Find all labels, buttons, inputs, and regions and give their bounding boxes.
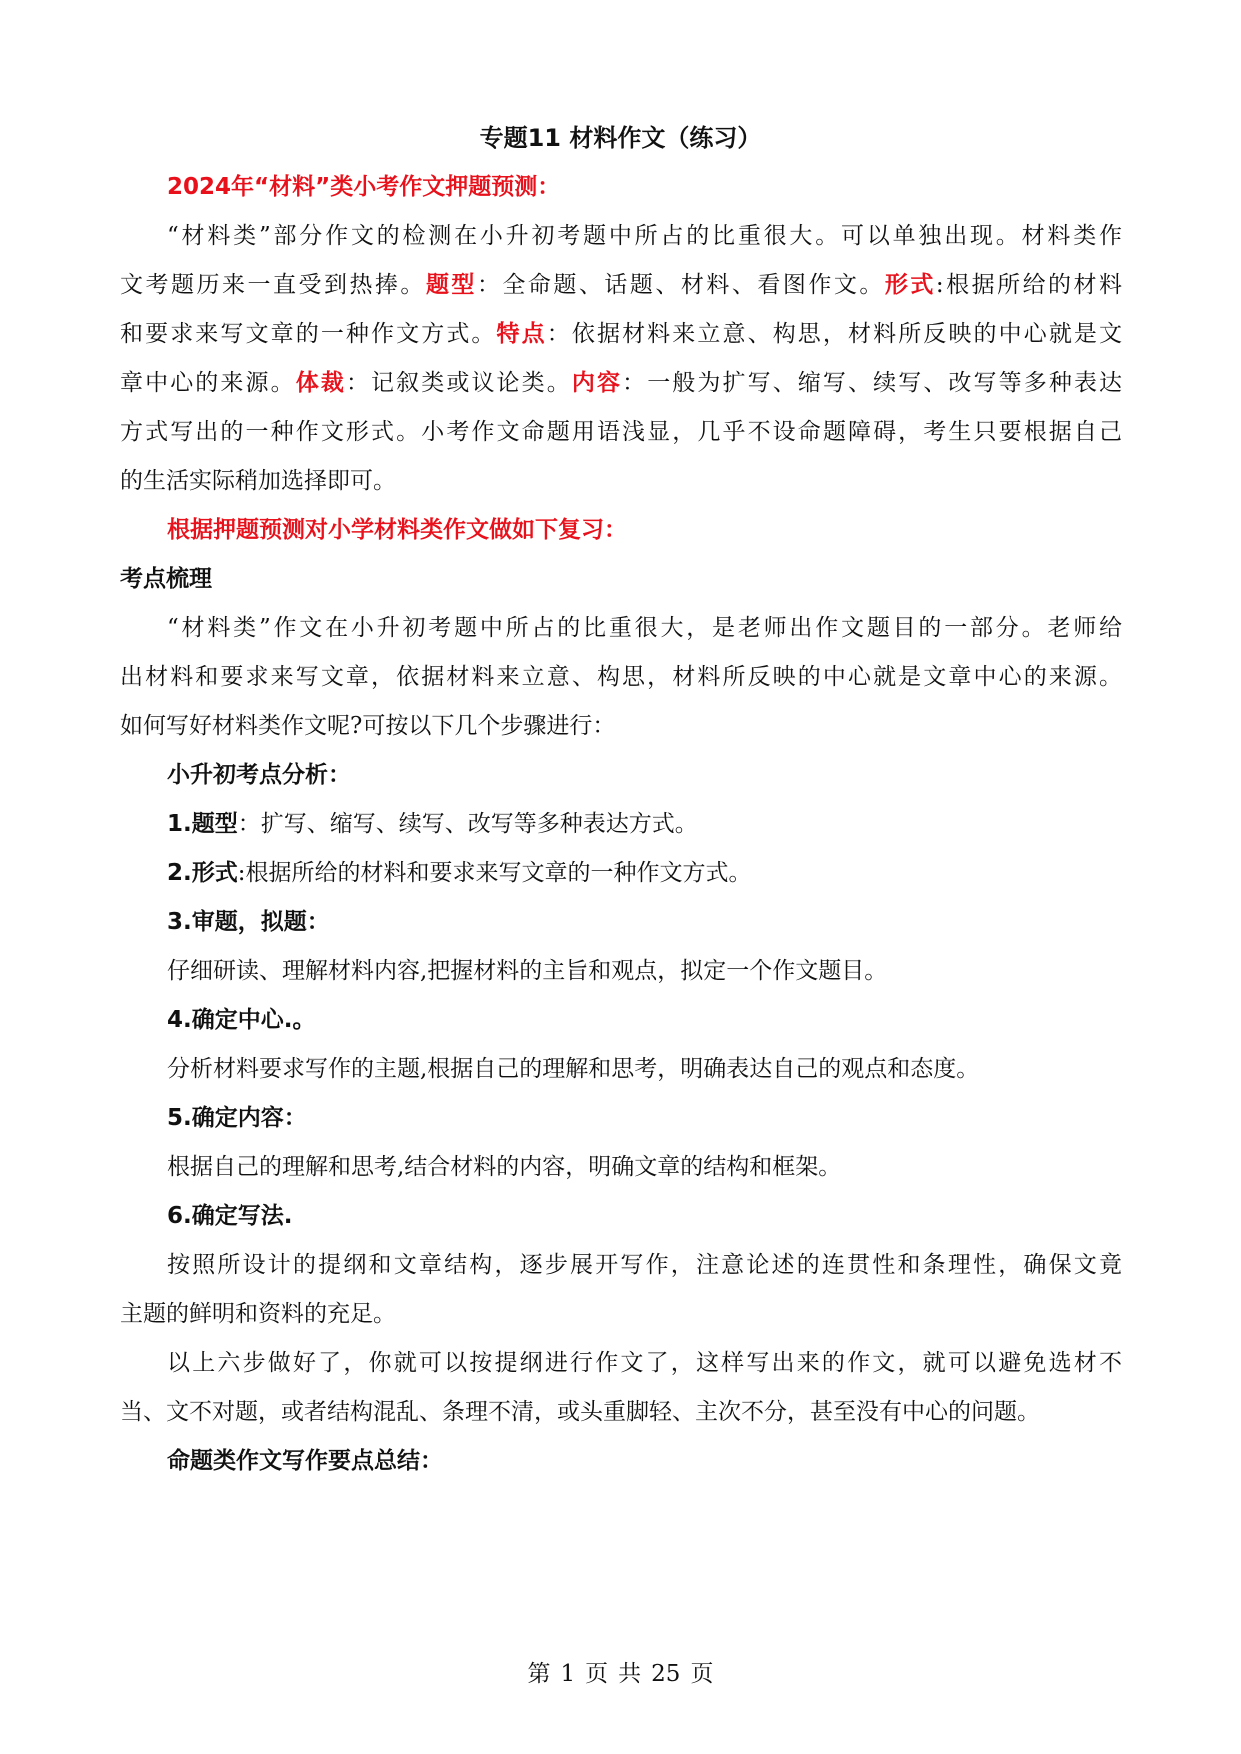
step-3-text: 仔细研读、理解材料内容,把握材料的主旨和观点，拟定一个作文题目。 <box>167 958 888 984</box>
label-type: 题型 <box>425 272 477 298</box>
step-3-label: 3.审题，拟题： <box>167 909 330 935</box>
points-line-2: 出材料和要求来写文章，依据材料来立意、构思，材料所反映的中心就是文章中心的来源。 <box>120 664 1122 690</box>
page-title: 专题11 材料作文（练习） <box>479 124 762 152</box>
review-heading: 根据押题预测对小学材料类作文做如下复习： <box>167 517 627 543</box>
step-4-text: 分析材料要求写作的主题,根据自己的理解和思考，明确表达自己的观点和态度。 <box>167 1056 980 1082</box>
intro-text: ：全命题、话题、材料、看图作文。 <box>476 272 885 298</box>
prediction-heading: 2024年“材料”类小考作文押题预测： <box>167 174 561 200</box>
intro-line-2 <box>120 261 1122 310</box>
intro-text: ：记叙类或议论类。 <box>345 370 572 396</box>
intro-text: ：依据材料来立意、构思，材料所反映的中心就是文 <box>546 321 1123 347</box>
intro-text: 和要求来写文章的一种作文方式。 <box>120 321 497 347</box>
label-form: 形式 <box>884 272 936 298</box>
step-2-text: :根据所给的材料和要求来写文章的一种作文方式。 <box>237 860 752 886</box>
step-6-line-2: 主题的鲜明和资料的充足。 <box>120 1301 396 1327</box>
analysis-heading: 小升初考点分析： <box>167 762 351 788</box>
step-1-text: ：扩写、缩写、续写、改写等多种表达方式。 <box>237 811 698 837</box>
step-6-line-1: 按照所设计的提纲和文章结构，逐步展开写作，注意论述的连贯性和条理性，确保文竟 <box>167 1252 1122 1278</box>
step-4-label: 4.确定中心.。 <box>167 1007 316 1033</box>
intro-text: :根据所给的材料 <box>935 272 1123 298</box>
intro-line-3 <box>120 310 1122 359</box>
intro-text: ：一般为扩写、缩写、续写、改写等多种表达 <box>622 370 1123 396</box>
intro-text: 文考题历来一直受到热捧。 <box>120 272 426 298</box>
footer-total-word: 共 <box>618 1661 642 1687</box>
footer-prefix: 第 <box>527 1661 551 1687</box>
step-1 <box>120 800 1122 849</box>
points-line-3: 如何写好材料类作文呢?可按以下几个步骤进行： <box>120 713 616 739</box>
step-5-text: 根据自己的理解和思考,结合材料的内容，明确文章的结构和框架。 <box>167 1154 842 1180</box>
label-feature: 特点 <box>496 321 547 347</box>
summary-line-1: 以上六步做好了，你就可以按提纲进行作文了，这样写出来的作文，就可以避免选材不 <box>167 1350 1122 1376</box>
document-body <box>120 163 1122 1486</box>
intro-line-6: 的生活实际稍加选择即可。 <box>120 468 396 494</box>
footer-current-page: 1 <box>560 1661 576 1687</box>
step-6-label: 6.确定写法. <box>167 1203 293 1229</box>
footer-page-word: 页 <box>585 1661 609 1687</box>
points-line-1: “材料类”作文在小升初考题中所占的比重很大，是老师出作文题目的一部分。老师给 <box>167 615 1122 641</box>
label-content: 内容 <box>571 370 623 396</box>
footer-total-pages: 25 <box>651 1661 681 1687</box>
page-footer <box>0 1655 1241 1688</box>
intro-text: 章中心的来源。 <box>120 370 296 396</box>
step-5-label: 5.确定内容： <box>167 1105 307 1131</box>
step-1-label: 1.题型 <box>167 811 238 837</box>
intro-line-5: 方式写出的一种作文形式。小考作文命题用语浅显，几乎不设命题障碍，考生只要根据自己 <box>120 419 1122 445</box>
intro-line-1: “材料类”部分作文的检测在小升初考题中所占的比重很大。可以单独出现。材料类作 <box>167 223 1122 249</box>
label-genre: 体裁 <box>295 370 346 396</box>
step-2 <box>120 849 1122 898</box>
summary-line-2: 当、文不对题，或者结构混乱、条理不清，或头重脚轻、主次不分，甚至没有中心的问题。 <box>120 1399 1040 1425</box>
summary-heading: 命题类作文写作要点总结： <box>167 1448 443 1474</box>
points-heading: 考点梳理 <box>120 566 212 592</box>
step-2-label: 2.形式 <box>167 860 238 886</box>
intro-line-4 <box>120 359 1122 408</box>
footer-suffix: 页 <box>690 1661 714 1687</box>
